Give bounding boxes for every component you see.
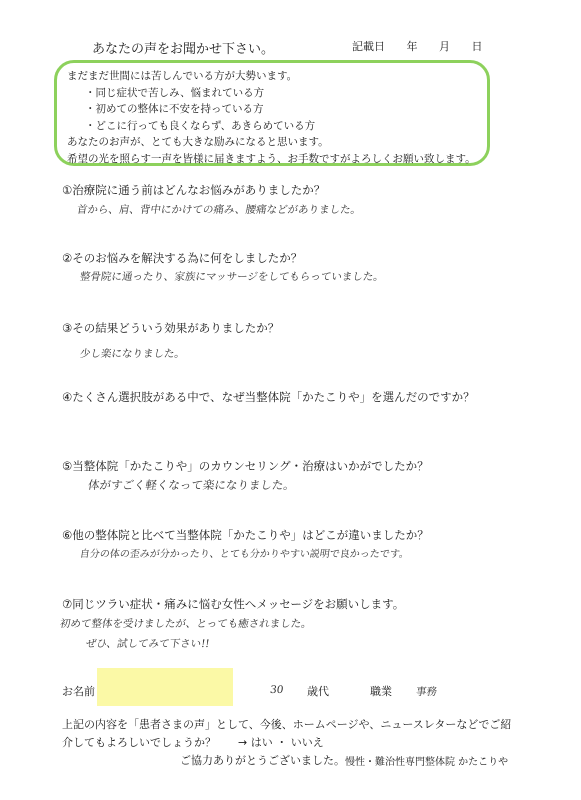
intro-bullet: ・同じ症状で苦しみ、悩まれている方: [85, 86, 265, 99]
month-label: 月: [439, 40, 450, 53]
answer-7-line-2: ぜひ、試してみて下さい!!: [85, 638, 211, 650]
consent-line-2: 介してもよろしいでしょうか？ → はい ・ いいえ: [62, 736, 324, 749]
date-field: [352, 38, 501, 54]
question-2: ②そのお悩みを解決する為に何をしましたか？: [62, 251, 303, 265]
intro-box: [54, 60, 490, 166]
question-5: ⑤当整体院「かたこりや」のカウンセリング・治療はいかがでしたか？: [62, 459, 429, 473]
consent-line-1: 上記の内容を「患者さまの声」として、今後、ホームページや、ニュースレターなどでご紹: [62, 718, 512, 731]
date-label: 記載日: [352, 40, 385, 53]
question-6: ⑥他の整体院と比べて当整体院「かたこりや」はどこが違いましたか？: [62, 528, 429, 542]
answer-5: 体がすごく軽くなって楽になりました。: [87, 478, 296, 492]
clinic-name: 慢性・難治性専門整体院 かたこりや: [345, 757, 509, 768]
intro-line: あなたのお声が、とても大きな励みになると思います。: [67, 136, 329, 148]
day-label: 日: [471, 40, 483, 53]
year-label: 年: [406, 40, 418, 53]
question-4: ④たくさん選択肢がある中で、なぜ当整体院「かたこりや」を選んだのですか？: [62, 390, 475, 404]
intro-bullet: ・初めての整体に不安を持っている方: [85, 103, 264, 115]
intro-bullet: ・どこに行っても良くならず、あきらめている方: [85, 119, 316, 132]
thanks-text: ご協力ありがとうございました。: [180, 754, 345, 767]
job-value: 事務: [415, 686, 438, 698]
name-redacted-box: [97, 668, 233, 706]
question-1: ①治療院に通う前はどんなお悩みがありましたか？: [62, 183, 326, 197]
intro-line: 希望の光を照らす一声を皆様に届きますよう、お手数ですがよろしくお願い致します。: [67, 152, 476, 165]
name-label: お名前: [62, 685, 95, 698]
job-label: 職業: [370, 685, 392, 698]
form-title: あなたの声をお聞かせ下さい。: [92, 42, 275, 57]
age-label: 歳代: [307, 685, 329, 698]
question-3: ③その結果どういう効果がありましたか？: [62, 321, 280, 335]
age-value: 30: [269, 684, 285, 696]
answer-3: 少し楽になりました。: [79, 348, 186, 360]
answer-7-line-1: 初めて整体を受けましたが、とっても癒されました。: [59, 618, 313, 630]
intro-line: まだまだ世間には苦しんでいる方が大勢います。: [67, 70, 298, 82]
question-7: ⑦同じツラい症状・痛みに悩む女性へメッセージをお願いします。: [62, 597, 405, 611]
answer-1: 首から、肩、背中にかけての痛み、腰痛などがありました。: [76, 204, 362, 216]
answer-6: 自分の体の歪みが分かったり、とても分かりやすい説明で良かったです。: [78, 549, 410, 560]
answer-2: 整骨院に通ったり、家族にマッサージをしてもらっていました。: [79, 271, 385, 283]
